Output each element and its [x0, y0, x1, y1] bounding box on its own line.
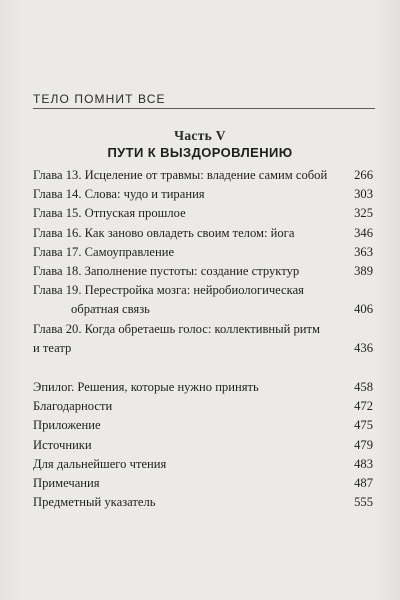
- toc-entry-page: 487: [354, 476, 373, 491]
- toc-entry-page: 346: [354, 225, 373, 240]
- toc-entry-title: Глава 15. Отпуская прошлое: [33, 206, 186, 221]
- toc-entry-title: Глава 13. Исцеление от травмы: владение самим собой: [33, 168, 328, 182]
- toc-entry-further-reading: [33, 455, 373, 474]
- toc-entry-title: Глава 16. Как заново овладеть своим телом: йога: [33, 225, 295, 240]
- toc-entry-page: 475: [354, 418, 373, 433]
- toc-entry-title: Для дальнейшего чтения: [33, 456, 167, 471]
- toc-entry-page: 325: [354, 206, 373, 221]
- section-gap: [33, 358, 373, 378]
- toc-entry-title: Эпилог. Решения, которые нужно принять: [33, 380, 259, 395]
- toc-entry-ch18: [33, 262, 373, 281]
- toc-entry-title: Благодарности: [33, 399, 113, 414]
- toc-entry-acknowledgements: [33, 397, 373, 416]
- toc-entry-title-line2: обратная связь: [71, 302, 150, 317]
- toc-entry-title-line1: Глава 19. Перестройка мозга: нейробиологическая: [33, 283, 304, 298]
- toc-entry-title: [33, 320, 348, 358]
- toc-entry-page: 436: [354, 340, 373, 355]
- toc-entry-index: [33, 493, 373, 512]
- toc-entry-title: Примечания: [33, 476, 100, 491]
- toc-entry-page: 389: [354, 264, 373, 279]
- toc-entry-title: Источники: [33, 437, 92, 452]
- toc-entry-ch15: [33, 204, 373, 223]
- toc-entry-epilogue: [33, 378, 373, 397]
- toc-entry-ch14: [33, 185, 373, 204]
- toc-entry-title: Приложение: [33, 418, 101, 433]
- toc-entry-ch16: [33, 224, 373, 243]
- table-of-contents: [33, 166, 373, 512]
- toc-entry-page: 555: [354, 495, 373, 510]
- toc-entry-ch19: [33, 281, 373, 319]
- part-title: ПУТИ К ВЫЗДОРОВЛЕНИЮ: [107, 145, 293, 160]
- toc-entry-page: 483: [354, 456, 373, 471]
- toc-entry-page: 363: [354, 244, 373, 259]
- running-head: ТЕЛО ПОМНИТ ВСЕ: [33, 92, 166, 106]
- toc-entry-page: 458: [354, 380, 373, 395]
- toc-entry-page: 479: [354, 437, 373, 452]
- toc-entry-ch13: [33, 166, 373, 185]
- toc-entry-page: 472: [354, 399, 373, 414]
- toc-entry-ch20: [33, 320, 373, 358]
- toc-entry-title: [33, 281, 348, 319]
- toc-entry-sources: [33, 436, 373, 455]
- toc-entry-page: 266: [354, 168, 373, 182]
- toc-entry-notes: [33, 474, 373, 493]
- toc-entry-title: Глава 14. Слова: чудо и тирания: [33, 187, 205, 202]
- toc-entry-title: Предметный указатель: [33, 495, 156, 510]
- toc-entry-page: 303: [354, 187, 373, 202]
- toc-entry-title-line2: и театр: [33, 340, 72, 355]
- toc-entry-page: 406: [354, 302, 373, 317]
- toc-entry-title: Глава 17. Самоуправление: [33, 244, 175, 259]
- header-rule: [33, 108, 375, 109]
- toc-entry-appendix: [33, 416, 373, 435]
- toc-entry-ch17: [33, 243, 373, 262]
- toc-entry-title: Глава 18. Заполнение пустоты: создание структур: [33, 264, 300, 279]
- part-label: Часть V: [174, 128, 226, 143]
- toc-entry-title-line1: Глава 20. Когда обретаешь голос: коллективный ритм: [33, 321, 321, 336]
